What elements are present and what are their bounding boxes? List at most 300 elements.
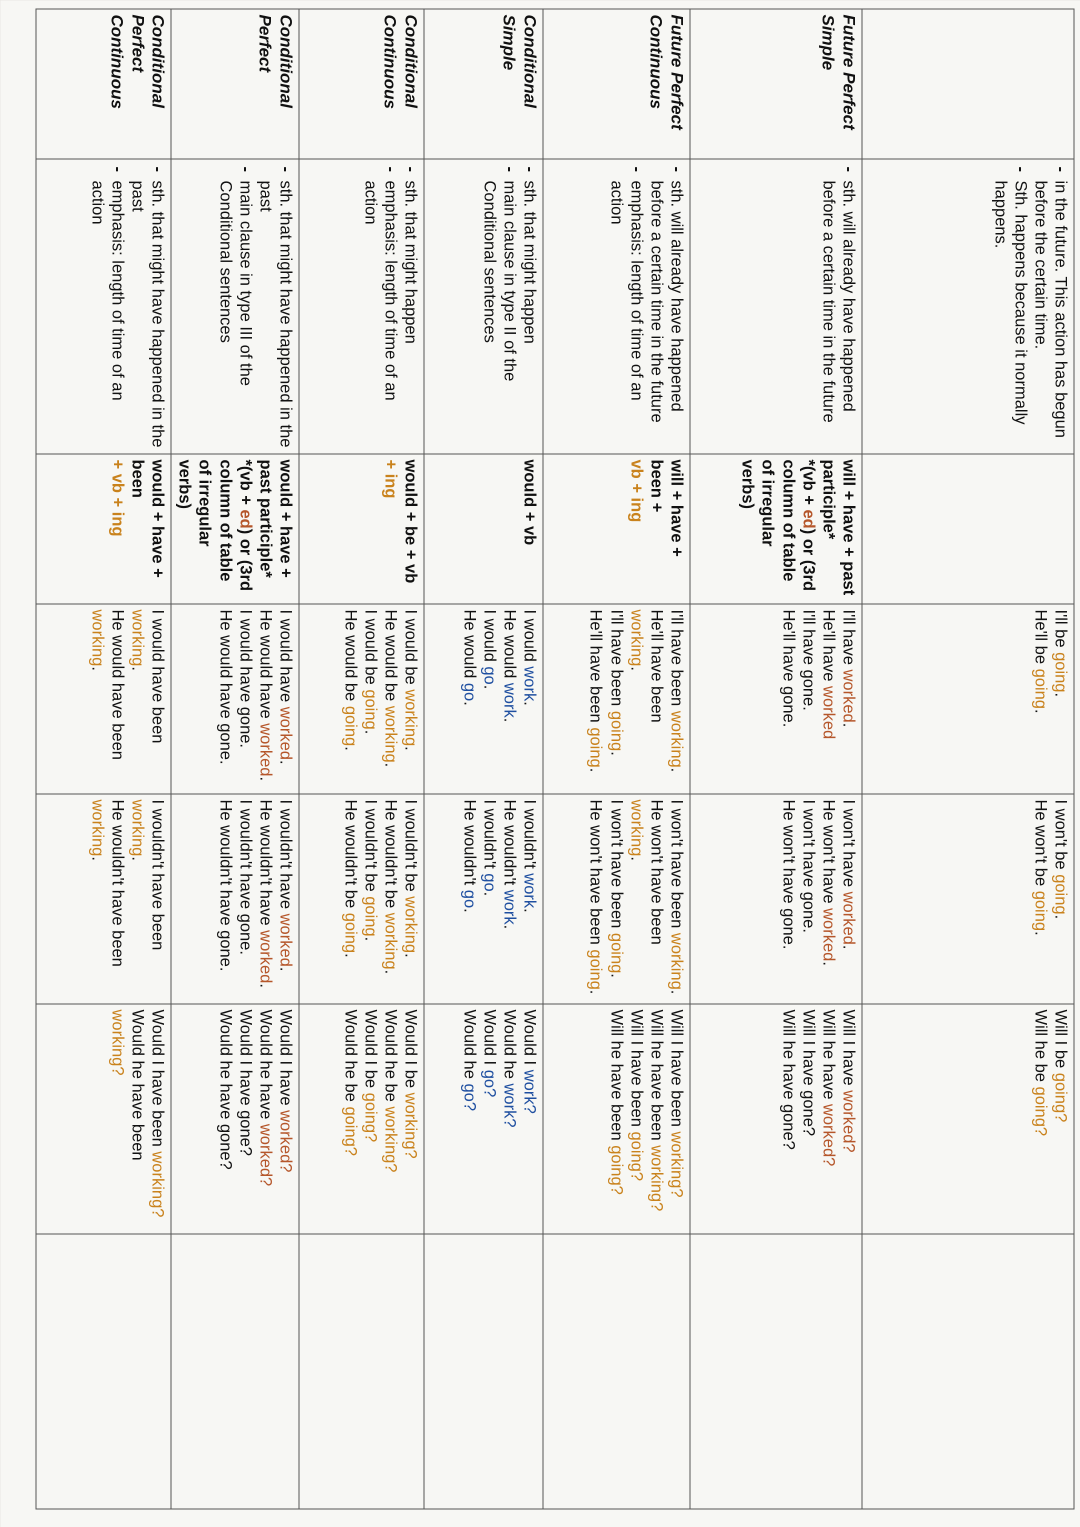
verb-ending: working: [626, 799, 645, 856]
text-segment: would + vb: [520, 459, 538, 545]
text-segment: I'll have been: [667, 609, 685, 711]
example-line: [798, 1009, 818, 1228]
example-line: [127, 799, 167, 998]
empty-cell: [299, 1234, 424, 1509]
example-line: [606, 609, 626, 788]
example-line: [1050, 1009, 1070, 1228]
text-segment: .: [255, 775, 274, 781]
example-line: [380, 799, 400, 998]
verb-ending: going: [340, 912, 359, 953]
example-line: [87, 799, 127, 998]
example-line: [459, 1009, 479, 1228]
text-segment: Would I have: [276, 1009, 294, 1110]
text-segment: I won't have gone.: [798, 799, 817, 933]
form-line: [107, 459, 127, 598]
text-segment: I wouldn't be: [360, 799, 379, 896]
text-segment: He wouldn't be: [340, 799, 359, 913]
example-line: [519, 1009, 539, 1228]
text-segment: .: [380, 969, 399, 974]
verb-ending: worked: [818, 685, 837, 739]
example-line: [1030, 609, 1050, 788]
use-list: [360, 164, 420, 448]
verb-ending: go: [459, 682, 478, 701]
text-segment: Would he: [459, 1009, 478, 1083]
text-segment: He won't have: [818, 799, 837, 908]
example-line: [626, 609, 666, 788]
text-segment: I won't have been: [667, 799, 685, 933]
tense-use: [862, 159, 1074, 454]
verb-ending: + ing: [380, 459, 399, 498]
text-segment: He'll have gone.: [778, 609, 797, 727]
text-segment: .: [606, 972, 625, 978]
text-segment: .: [520, 700, 538, 706]
verb-ending: going: [340, 705, 359, 746]
text-segment: I wouldn't: [479, 799, 498, 873]
tense-name: Conditional Simple: [424, 9, 543, 159]
verb-ending: work?: [520, 1069, 538, 1114]
text-segment: ) or (3rd column of table of irregular verbs): [738, 459, 817, 591]
text-segment: He would: [499, 609, 518, 683]
use-item: - sth. that might have happened in the past: [127, 180, 167, 448]
text-segment: would + be + vb: [401, 459, 419, 583]
table-row: [36, 9, 171, 1509]
text-segment: He would: [459, 609, 478, 683]
verb-ending: + vb + ing: [108, 459, 126, 537]
negative-examples: [171, 794, 299, 1004]
text-segment: .: [1051, 691, 1069, 697]
text-segment: Will I have been: [667, 1009, 685, 1131]
text-segment: I would have: [276, 609, 294, 707]
use-list: [479, 164, 539, 448]
tense-name: Conditional Perfect Continuous: [36, 9, 171, 159]
use-item: - sth. that might have happened in the past: [255, 180, 295, 448]
text-segment: He won't have been: [646, 799, 665, 945]
text-segment: He won't have gone.: [778, 799, 797, 949]
negative-examples: [543, 794, 690, 1004]
verb-ending: worked?: [818, 1103, 837, 1166]
positive-examples: [36, 604, 171, 794]
example-line: [235, 799, 255, 998]
verb-ending: going: [360, 895, 379, 937]
text-segment: He would have: [255, 609, 274, 723]
positive-examples: [299, 604, 424, 794]
verb-ending: go: [479, 665, 498, 685]
verb-ending: worked: [255, 722, 274, 776]
form-line: [818, 459, 858, 598]
tense-form: [543, 454, 690, 604]
text-segment: He wouldn't: [499, 799, 518, 890]
text-segment: .: [380, 762, 399, 767]
tense-form: [690, 454, 862, 604]
text-segment: .: [87, 855, 106, 861]
example-line: [479, 1009, 499, 1228]
verb-ending: work: [520, 872, 538, 908]
verb-ending: working: [401, 688, 419, 746]
text-segment: I wouldn't have gone.: [235, 799, 254, 955]
text-segment: *(vb +: [235, 459, 254, 509]
verb-ending: work: [499, 682, 518, 718]
example-line: [255, 609, 275, 788]
example-line: [400, 1009, 420, 1228]
form-line: [127, 459, 167, 598]
example-line: [215, 799, 235, 998]
example-line: [1050, 609, 1070, 788]
example-line: [666, 799, 686, 998]
example-line: [380, 1009, 400, 1228]
verb-ending: working: [380, 912, 399, 970]
text-segment: I would: [520, 609, 538, 666]
text-segment: .: [276, 966, 294, 971]
text-segment: .: [360, 936, 379, 941]
example-line: [499, 1009, 519, 1228]
negative-examples: [299, 794, 424, 1004]
use-item: - emphasis: length of time of an action: [606, 180, 646, 448]
example-line: [1030, 1009, 1050, 1228]
text-segment: .: [401, 952, 419, 958]
tense-form: [424, 454, 543, 604]
use-item: - main clause in type III of the Conditional sentences: [215, 180, 255, 448]
text-segment: He'll be: [1030, 609, 1049, 669]
verb-ending: worked?: [255, 1123, 274, 1186]
text-segment: .: [128, 665, 147, 671]
example-line: [147, 1009, 167, 1228]
example-line: [1050, 799, 1070, 998]
example-line: [400, 609, 420, 788]
verb-ending: working: [401, 895, 419, 953]
table-row: [424, 9, 543, 1509]
text-segment: .: [255, 982, 274, 988]
form-line: [255, 459, 295, 598]
text-segment: I would have been: [148, 609, 167, 743]
text-segment: I won't have: [839, 799, 857, 892]
text-segment: I'll have gone.: [798, 609, 817, 711]
text-segment: Will he be: [1030, 1009, 1049, 1087]
text-segment: .: [818, 960, 837, 966]
example-line: [235, 1009, 255, 1228]
use-item: - Sth. happens because it normally happens.: [990, 180, 1030, 448]
text-segment: He'll have: [818, 609, 837, 686]
text-segment: Will I have gone?: [798, 1009, 817, 1136]
tense-name: Future Perfect Continuous: [543, 9, 690, 159]
tense-name: [862, 9, 1074, 159]
text-segment: Would he have: [255, 1009, 274, 1124]
negative-examples: [690, 794, 862, 1004]
positive-examples: [171, 604, 299, 794]
verb-ending: vb + ing: [626, 459, 645, 522]
text-segment: I won't have been: [606, 799, 625, 933]
tense-form: [36, 454, 171, 604]
text-segment: I'll have: [839, 609, 857, 670]
example-line: [606, 1009, 626, 1228]
question-examples: [171, 1004, 299, 1234]
text-segment: He would have gone.: [215, 609, 234, 765]
example-line: [666, 609, 686, 788]
verb-ending: worked: [839, 669, 857, 723]
verb-ending: working: [626, 609, 645, 666]
negative-examples: [36, 794, 171, 1004]
empty-cell: [36, 1234, 171, 1509]
tense-table: [35, 8, 1074, 1509]
text-segment: .: [340, 745, 359, 751]
verb-ending: ed: [235, 508, 254, 529]
text-segment: I'll be: [1051, 609, 1069, 652]
text-segment: .: [586, 989, 605, 994]
example-line: [778, 1009, 798, 1228]
verb-ending: going: [1030, 890, 1049, 931]
verb-ending: going: [1051, 651, 1069, 692]
text-segment: He would be: [380, 609, 399, 706]
text-segment: would + have + been: [128, 459, 167, 578]
verb-ending: going: [1051, 873, 1069, 915]
empty-cell: [690, 1234, 862, 1509]
example-line: [479, 799, 499, 998]
verb-ending: going: [586, 948, 605, 990]
verb-ending: working: [667, 932, 685, 990]
example-line: [646, 1009, 666, 1228]
verb-ending: worked?: [839, 1089, 857, 1153]
text-segment: Would I: [520, 1009, 538, 1070]
example-line: [1030, 799, 1050, 998]
example-line: [215, 609, 235, 788]
empty-cell: [424, 1234, 543, 1509]
text-segment: Will he have gone?: [778, 1009, 797, 1150]
form-line: [380, 459, 400, 598]
text-segment: Would he have been: [128, 1009, 147, 1161]
tense-use: [690, 159, 862, 454]
text-segment: .: [1051, 914, 1069, 919]
verb-ending: going: [586, 726, 605, 768]
verb-ending: ed: [798, 508, 817, 529]
example-line: [519, 609, 539, 788]
verb-ending: working?: [646, 1144, 665, 1211]
text-segment: .: [479, 684, 498, 689]
form-line: [737, 459, 818, 598]
text-segment: Would he have gone?: [215, 1009, 234, 1170]
tense-form: [171, 454, 299, 604]
verb-ending: working?: [667, 1130, 685, 1198]
use-item: - main clause in type II of the Conditional sentences: [479, 180, 519, 448]
example-line: [519, 799, 539, 998]
question-examples: [424, 1004, 543, 1234]
use-list: [215, 164, 296, 448]
verb-ending: worked: [276, 706, 294, 760]
example-line: [626, 799, 666, 998]
text-segment: I wouldn't: [520, 799, 538, 873]
verb-ending: working?: [148, 1150, 167, 1217]
negative-examples: [424, 794, 543, 1004]
tense-use: [299, 159, 424, 454]
form-line: [174, 459, 255, 598]
text-segment: ) or (3rd column of table of irregular verbs): [175, 459, 254, 591]
tense-form: [299, 454, 424, 604]
text-segment: I won't be: [1051, 799, 1069, 874]
use-item: - sth. will already have happened before a certain time in the future: [646, 180, 686, 448]
verb-ending: worked: [818, 907, 837, 961]
table-row: [299, 9, 424, 1509]
empty-cell: [171, 1234, 299, 1509]
text-segment: will + have + been +: [646, 459, 685, 557]
example-line: [275, 609, 295, 788]
text-segment: .: [520, 907, 538, 913]
example-line: [360, 799, 380, 998]
verb-ending: working: [380, 705, 399, 763]
verb-ending: worked: [276, 913, 294, 967]
text-segment: Would he be: [340, 1009, 359, 1106]
example-line: [818, 609, 838, 788]
example-line: [778, 799, 798, 998]
tense-use: [543, 159, 690, 454]
example-line: [838, 799, 858, 998]
text-segment: I would: [479, 609, 498, 666]
use-list: [818, 164, 858, 448]
example-line: [400, 799, 420, 998]
text-segment: He wouldn't have gone.: [215, 799, 234, 971]
text-segment: will + have + past participle*: [818, 459, 857, 595]
tense-name: Conditional Perfect: [171, 9, 299, 159]
negative-examples: [862, 794, 1074, 1004]
text-segment: .: [459, 700, 478, 706]
use-item: - sth. will already have happened before a certain time in the future: [818, 180, 858, 448]
example-line: [666, 1009, 686, 1228]
text-segment: .: [276, 759, 294, 765]
verb-ending: go: [459, 889, 478, 908]
use-item: - emphasis: length of time of an action: [87, 180, 127, 448]
example-line: [585, 609, 605, 788]
question-examples: [299, 1004, 424, 1234]
positive-examples: [543, 604, 690, 794]
verb-ending: working: [87, 799, 106, 856]
verb-ending: work?: [499, 1083, 518, 1128]
text-segment: would + have + past participle*: [255, 459, 294, 578]
text-segment: Will he have been: [646, 1009, 665, 1145]
example-line: [215, 1009, 235, 1228]
question-examples: [36, 1004, 171, 1234]
example-line: [459, 799, 479, 998]
example-line: [340, 799, 360, 998]
example-line: [107, 1009, 147, 1228]
example-line: [255, 1009, 275, 1228]
text-segment: .: [1030, 930, 1049, 936]
text-segment: Would I be: [360, 1009, 379, 1093]
example-line: [360, 609, 380, 788]
verb-ending: work: [520, 665, 538, 701]
verb-ending: going: [606, 710, 625, 751]
form-line: [400, 459, 420, 598]
example-line: [459, 609, 479, 788]
text-segment: He wouldn't have: [255, 799, 274, 930]
text-segment: He would be: [340, 609, 359, 706]
positive-examples: [862, 604, 1074, 794]
text-segment: .: [839, 722, 857, 727]
text-segment: He wouldn't have been: [108, 799, 126, 967]
verb-ending: go?: [479, 1069, 498, 1097]
verb-ending: working: [128, 609, 147, 666]
text-segment: He wouldn't be: [380, 799, 399, 913]
table-row: [543, 9, 690, 1509]
text-segment: I would be: [401, 609, 419, 689]
example-line: [275, 799, 295, 998]
text-segment: He wouldn't: [459, 799, 478, 890]
tense-form: [862, 454, 1074, 604]
use-item: - emphasis: length of time of an action: [360, 180, 400, 448]
use-list: [87, 164, 168, 448]
verb-ending: going?: [626, 1130, 645, 1181]
verb-ending: going?: [606, 1144, 625, 1195]
example-line: [499, 799, 519, 998]
question-examples: [543, 1004, 690, 1234]
text-segment: *(vb +: [798, 459, 817, 509]
text-segment: .: [459, 907, 478, 913]
text-segment: Would I: [479, 1009, 498, 1070]
positive-examples: [424, 604, 543, 794]
empty-cell: [862, 1234, 1074, 1509]
verb-ending: going?: [1051, 1072, 1069, 1122]
verb-ending: go?: [459, 1083, 478, 1111]
text-segment: I wouldn't have: [276, 799, 294, 914]
verb-ending: going?: [1030, 1086, 1049, 1136]
example-line: [585, 799, 605, 998]
example-line: [778, 609, 798, 788]
text-segment: .: [626, 855, 645, 861]
verb-ending: going: [1030, 668, 1049, 709]
verb-ending: worked?: [276, 1109, 294, 1172]
text-segment: .: [87, 665, 106, 671]
text-segment: .: [340, 952, 359, 958]
text-segment: .: [606, 750, 625, 756]
text-segment: He won't be: [1030, 799, 1049, 891]
text-segment: .: [667, 767, 685, 772]
use-item: - sth. that might happen: [400, 180, 420, 448]
text-segment: .: [401, 745, 419, 751]
text-segment: Would I have been: [148, 1009, 167, 1151]
use-list: [990, 164, 1071, 448]
text-segment: .: [1030, 708, 1049, 714]
example-line: [798, 799, 818, 998]
example-line: [838, 609, 858, 788]
text-segment: .: [839, 944, 857, 949]
text-segment: He'll have been: [646, 609, 665, 723]
example-line: [818, 799, 838, 998]
verb-ending: going?: [340, 1105, 359, 1156]
text-segment: .: [128, 855, 147, 861]
text-segment: I would be: [360, 609, 379, 689]
verb-ending: going?: [360, 1092, 379, 1142]
example-line: [360, 1009, 380, 1228]
tense-use: [36, 159, 171, 454]
verb-ending: working?: [380, 1105, 399, 1172]
text-segment: I'll have been: [606, 609, 625, 711]
text-segment: Would he: [499, 1009, 518, 1083]
example-line: [818, 1009, 838, 1228]
example-line: [340, 609, 360, 788]
text-segment: Would I be: [401, 1009, 419, 1093]
verb-ending: go: [479, 872, 498, 892]
table-row: [690, 9, 862, 1509]
text-segment: Would I have gone?: [235, 1009, 254, 1156]
form-line: [519, 459, 539, 598]
verb-ending: working?: [401, 1092, 419, 1159]
example-line: [255, 799, 275, 998]
text-segment: Will I have been: [626, 1009, 645, 1131]
tense-name: Conditional Continuous: [299, 9, 424, 159]
question-examples: [690, 1004, 862, 1234]
text-segment: .: [499, 717, 518, 722]
text-segment: Will I have: [839, 1009, 857, 1090]
example-line: [235, 609, 255, 788]
question-examples: [862, 1004, 1074, 1234]
text-segment: Will I be: [1051, 1009, 1069, 1073]
example-line: [606, 799, 626, 998]
